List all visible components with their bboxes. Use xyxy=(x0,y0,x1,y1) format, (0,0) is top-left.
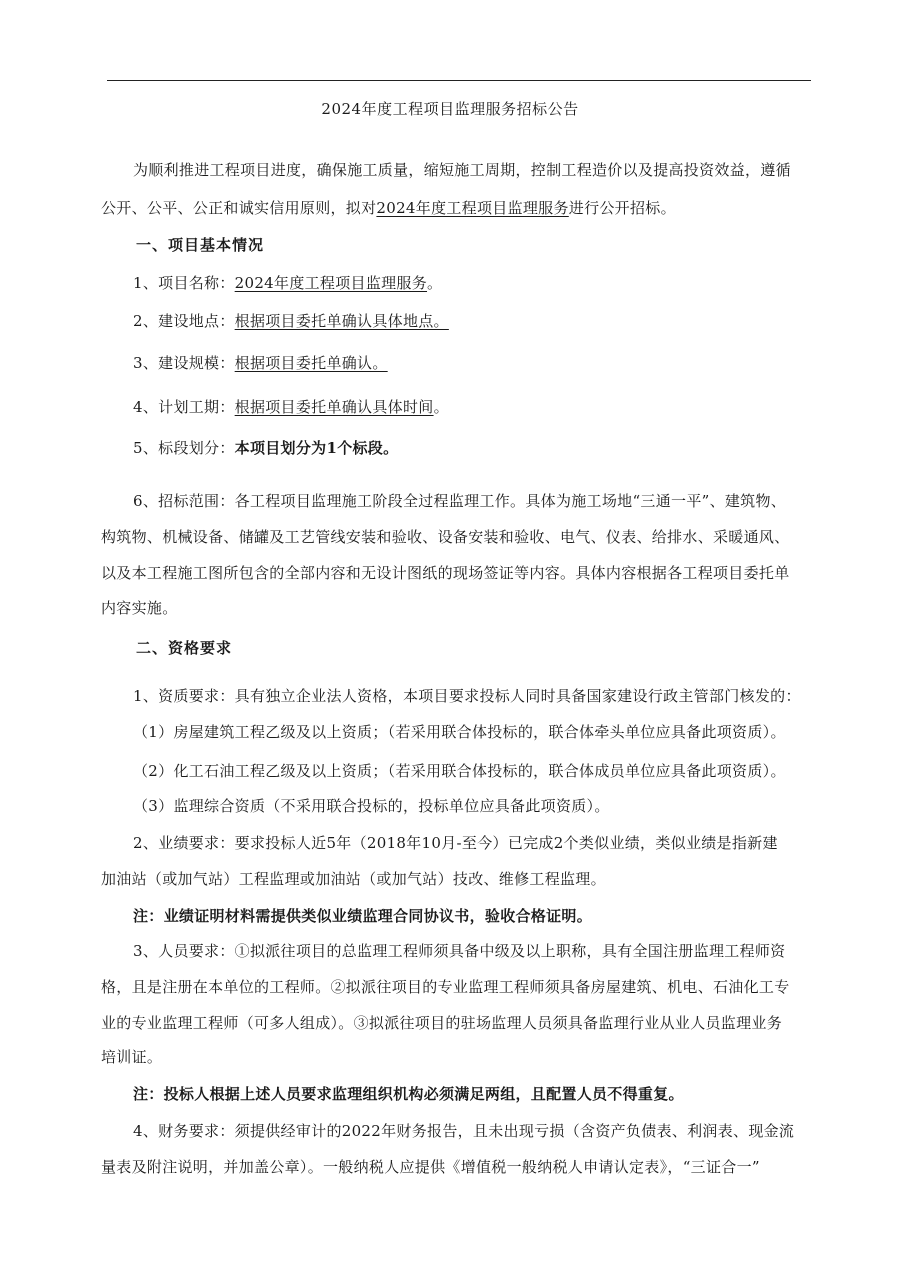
item-5-label: 5、标段划分： xyxy=(133,439,235,457)
qualification-1a: （1）房屋建筑工程乙级及以上资质；（若采用联合体投标的，联合体牵头单位应具备此项资质）。 xyxy=(133,723,786,741)
item-6-line-4: 内容实施。 xyxy=(101,599,178,617)
personnel-line-4: 培训证。 xyxy=(101,1048,163,1066)
personnel-line-2: 格，且是注册在本单位的工程师。②拟派往项目的专业监理工程师须具备房屋建筑、机电、石油化工专 xyxy=(101,978,790,996)
item-2-value: 根据项目委托单确认具体地点。 xyxy=(234,312,449,330)
item-6-line-2: 构筑物、机械设备、储罐及工艺管线安装和验收、设备安装和验收、电气、仪表、给排水、采暖通风、 xyxy=(101,528,790,546)
item-3-value: 根据项目委托单确认。 xyxy=(234,354,388,372)
note-personnel: 注：投标人根据上述人员要求监理组织机构必须满足两组，且配置人员不得重复。 xyxy=(133,1085,684,1103)
item-4-value: 根据项目委托单确认具体时间 xyxy=(234,398,434,416)
personnel-line-1: 3、人员要求：①拟派往项目的总监理工程师须具备中级及以上职称，具有全国注册监理工程师资 xyxy=(133,942,786,960)
item-5-value: 本项目划分为1个标段。 xyxy=(234,439,399,457)
note-performance: 注：业绩证明材料需提供类似业绩监理合同协议书，验收合格证明。 xyxy=(133,907,593,925)
project-name-underlined: 2024年度工程项目监理服务 xyxy=(376,199,569,217)
intro-text: 公开、公平、公正和诚实信用原则，拟对 xyxy=(101,199,377,217)
personnel-line-3: 业的专业监理工程师（可多人组成）。③拟派往项目的驻场监理人员须具备监理行业从业人员监理业务 xyxy=(101,1014,783,1032)
item-4 xyxy=(133,397,449,417)
finance-line-1: 4、财务要求：须提供经审计的2022年财务报告，且未出现亏损（含资产负债表、利润表、现金流 xyxy=(133,1122,795,1140)
qualification-1c: （3）监理综合资质（不采用联合投标的，投标单位应具备此项资质）。 xyxy=(133,797,610,815)
item-4-tail: 。 xyxy=(433,398,449,416)
item-4-label: 4、计划工期： xyxy=(133,398,235,416)
item-1-label: 1、项目名称： xyxy=(133,274,235,292)
performance-line-1: 2、业绩要求：要求投标人近5年（2018年10月-至今）已完成2个类似业绩，类似业绩是指新建 xyxy=(133,834,778,852)
intro-line-2 xyxy=(101,198,676,218)
qualification-1: 1、资质要求：具有独立企业法人资格，本项目要求投标人同时具备国家建设行政主管部门核发的： xyxy=(133,687,801,705)
qualification-1b: （2）化工石油工程乙级及以上资质；（若采用联合体投标的，联合体成员单位应具备此项资质）。 xyxy=(133,762,786,780)
item-6-line-3: 以及本工程施工图所包含的全部内容和无设计图纸的现场签证等内容。具体内容根据各工程项目委托单 xyxy=(101,564,790,582)
item-1 xyxy=(133,273,442,293)
item-1-tail: 。 xyxy=(427,274,443,292)
section-1-heading: 一、项目基本情况 xyxy=(136,236,265,254)
header-rule xyxy=(107,80,811,81)
item-2-label: 2、建设地点： xyxy=(133,312,235,330)
item-5 xyxy=(133,438,398,458)
section-2-heading: 二、资格要求 xyxy=(136,639,233,657)
finance-line-2: 量表及附注说明，并加盖公章）。一般纳税人应提供《增值税一般纳税人申请认定表》，“三证合一” xyxy=(101,1158,760,1176)
document-title: 2024年度工程项目监理服务招标公告 xyxy=(321,100,579,118)
intro-tail: 进行公开招标。 xyxy=(568,199,676,217)
item-2 xyxy=(133,311,449,331)
item-1-value: 2024年度工程项目监理服务 xyxy=(234,274,428,292)
intro-line-1: 为顺利推进工程项目进度，确保施工质量，缩短施工周期，控制工程造价以及提高投资效益，遵循 xyxy=(133,161,791,179)
item-6-line-1: 6、招标范围：各工程项目监理施工阶段全过程监理工作。具体为施工场地“三通一平”、建筑物、 xyxy=(133,492,787,510)
performance-line-2: 加油站（或加气站）工程监理或加油站（或加气站）技改、维修工程监理。 xyxy=(101,870,606,888)
item-3 xyxy=(133,353,388,373)
item-3-label: 3、建设规模： xyxy=(133,354,235,372)
